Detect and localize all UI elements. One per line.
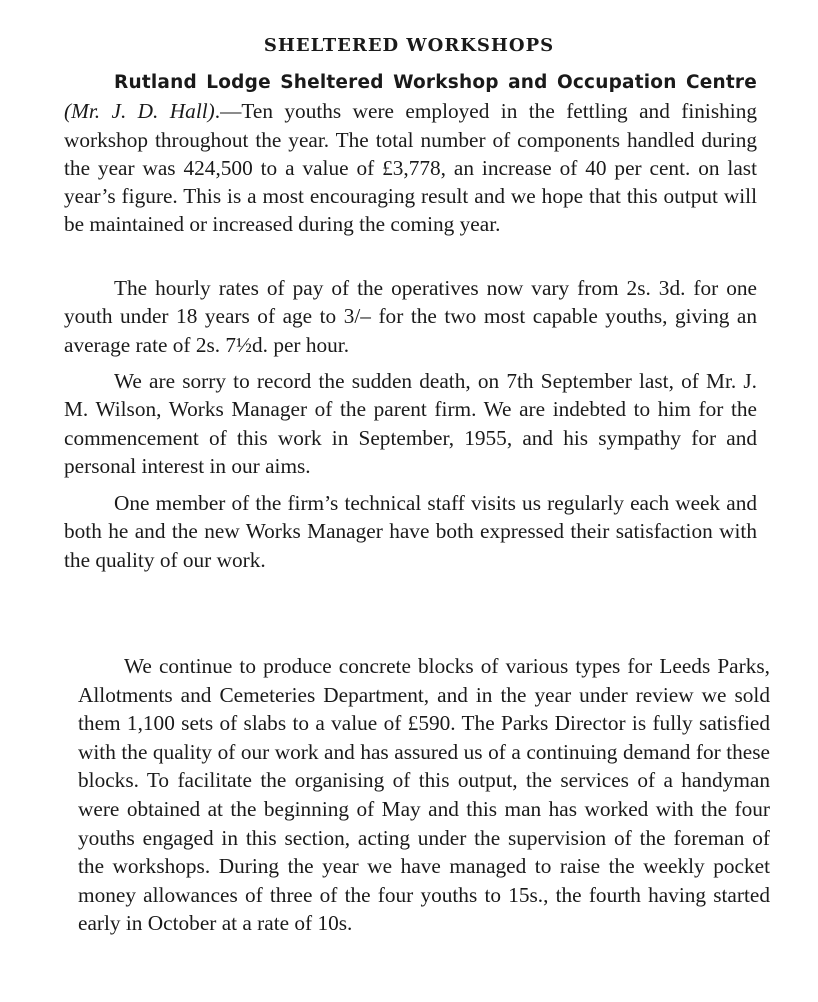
section-paragraph-4: One member of the firm’s technical staff visits us regularly each week and both he and the new Works Manager have both expressed their satisfaction with the quality of our work.: [64, 491, 757, 572]
section-paragraph-3: We are sorry to record the sudden death, on 7th September last, of Mr. J. M. Wilson, Works Manager of the parent firm. We are indebted to him for the commencement of this work in September, 1955, and his sympathy for and personal interest in our aims.: [64, 369, 757, 478]
lower-paragraph: We continue to produce concrete blocks of various types for Leeds Parks, Allotments and Cemeteries Department, and in the year under review we sold them 1,100 sets of slabs to a value of £590. The Parks Director is fully satisfied with the quality of our work and has assured us of a continuing demand for these blocks. To facilitate the organising of this output, the services of a handyman were obtained at the beginning of May and this man has worked with the four youths engaged in this section, acting under the supervision of the foreman of the workshops. During the year we have managed to raise the weekly pocket money allowances of three of the four youths to 15s., the fourth having started early in October at a rate of 10s.: [78, 654, 770, 936]
section-author: (Mr. J. D. Hall): [64, 99, 215, 124]
page-heading: SHELTERED WORKSHOPS: [263, 35, 555, 56]
section-paragraph-2: The hourly rates of pay of the operatives now vary from 2s. 3d. for one youth under 18 years of age to 3/– for the two most capable youths, giving an average rate of 2s. 7½d. per hour.: [64, 276, 757, 357]
section-title: Rutland Lodge Sheltered Workshop and Occupation Centre: [114, 72, 757, 93]
section-paragraph-1: [64, 67, 757, 239]
paragraph-1-text: .—Ten youths were employed in the fettling and finishing workshop throughout the year. The total number of components handled during the year was 424,500 to a value of £3,778, an increase of 40 per cent. on last year’s figure. This is a most encouraging result and we hope that this output will be maintained or increased during the coming year.: [64, 99, 757, 237]
